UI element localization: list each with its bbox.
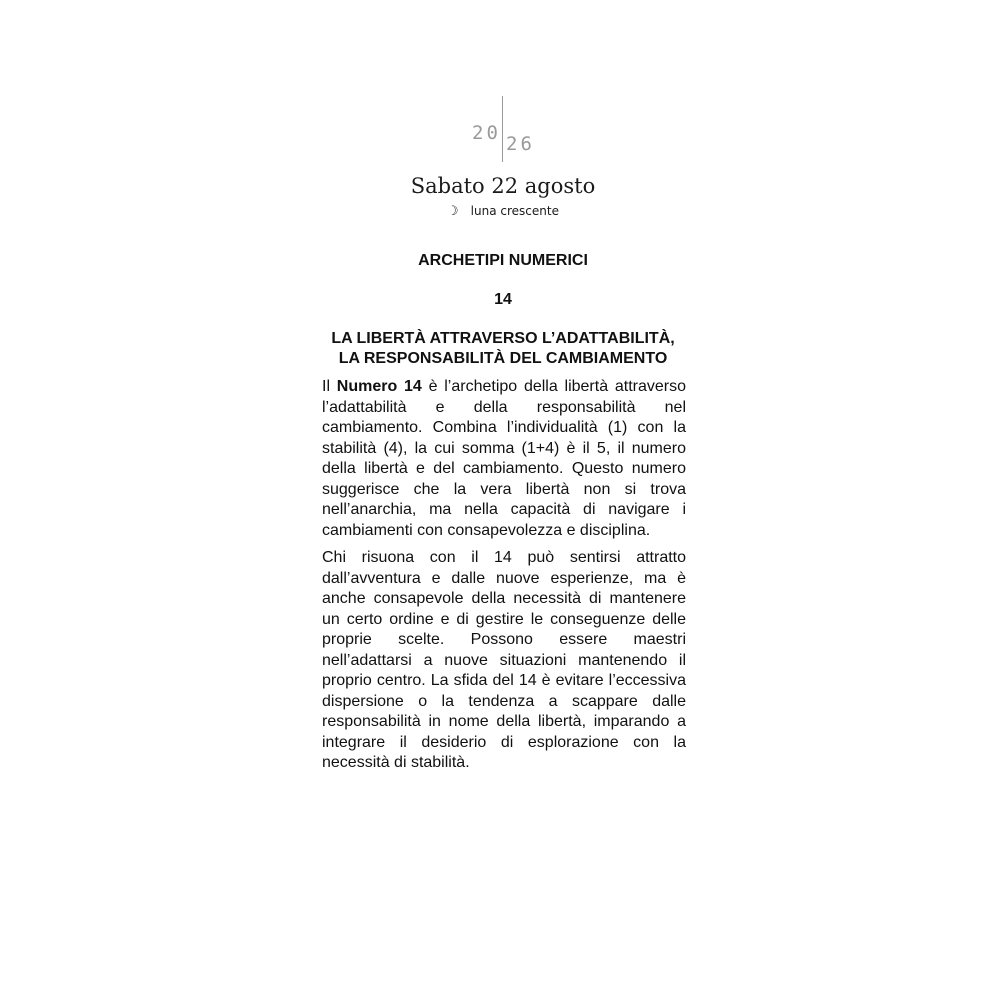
year-mark — [466, 96, 546, 162]
paragraph-1-bold: Numero 14 — [336, 378, 422, 395]
year-second-half: 26 — [506, 133, 535, 155]
headline-line-1: LA LIBERTÀ ATTRAVERSO L’ADATTABILITÀ, — [331, 330, 675, 347]
paragraph-2: Chi risuona con il 14 può sentirsi attratto dall’avventura e dalle nuove esperienze, ma è anche consapevole della necessità di mantenere un certo ordine e di gestire le conseguenze delle proprie scelte. Possono essere maestri nell’adattarsi a nuove situazioni mantenendo il proprio centro. La sfida del 14 è evitare l’eccessiva dispersione o la tendenza a scappare dalle responsabilità in nome della libertà, imparando a integrare il desiderio di esplorazione con la necessità di stabilità. — [322, 549, 686, 771]
body-text — [322, 377, 686, 781]
year-first-half: 20 — [472, 122, 501, 144]
page-date: Sabato 22 agosto — [410, 174, 596, 198]
archetype-number: 14 — [494, 291, 512, 308]
year-divider — [502, 96, 503, 162]
paragraph-1-text: è l’archetipo della libertà attraverso l’adattabilità e della responsabilità nel cambiamento. Combina l’individualità (1) con la stabilità (4), la cui somma (1+4) è il 5, il numero della libertà e del cambiamento. Questo numero suggerisce che la vera libertà non si trova nell’anarchia, ma nella capacità di navigare i cambiamenti con consapevolezza e disciplina. — [322, 378, 687, 539]
crescent-moon-icon: ☽ — [447, 204, 459, 219]
paragraph-1-prefix: Il — [322, 378, 337, 395]
moon-phase — [300, 204, 706, 219]
section-title: ARCHETIPI NUMERICI — [418, 252, 588, 269]
headline-line-2: LA RESPONSABILITÀ DEL CAMBIAMENTO — [338, 350, 668, 367]
paragraph-1 — [322, 377, 686, 541]
archetype-headline — [300, 329, 706, 369]
moon-phase-label: luna crescente — [470, 204, 559, 218]
